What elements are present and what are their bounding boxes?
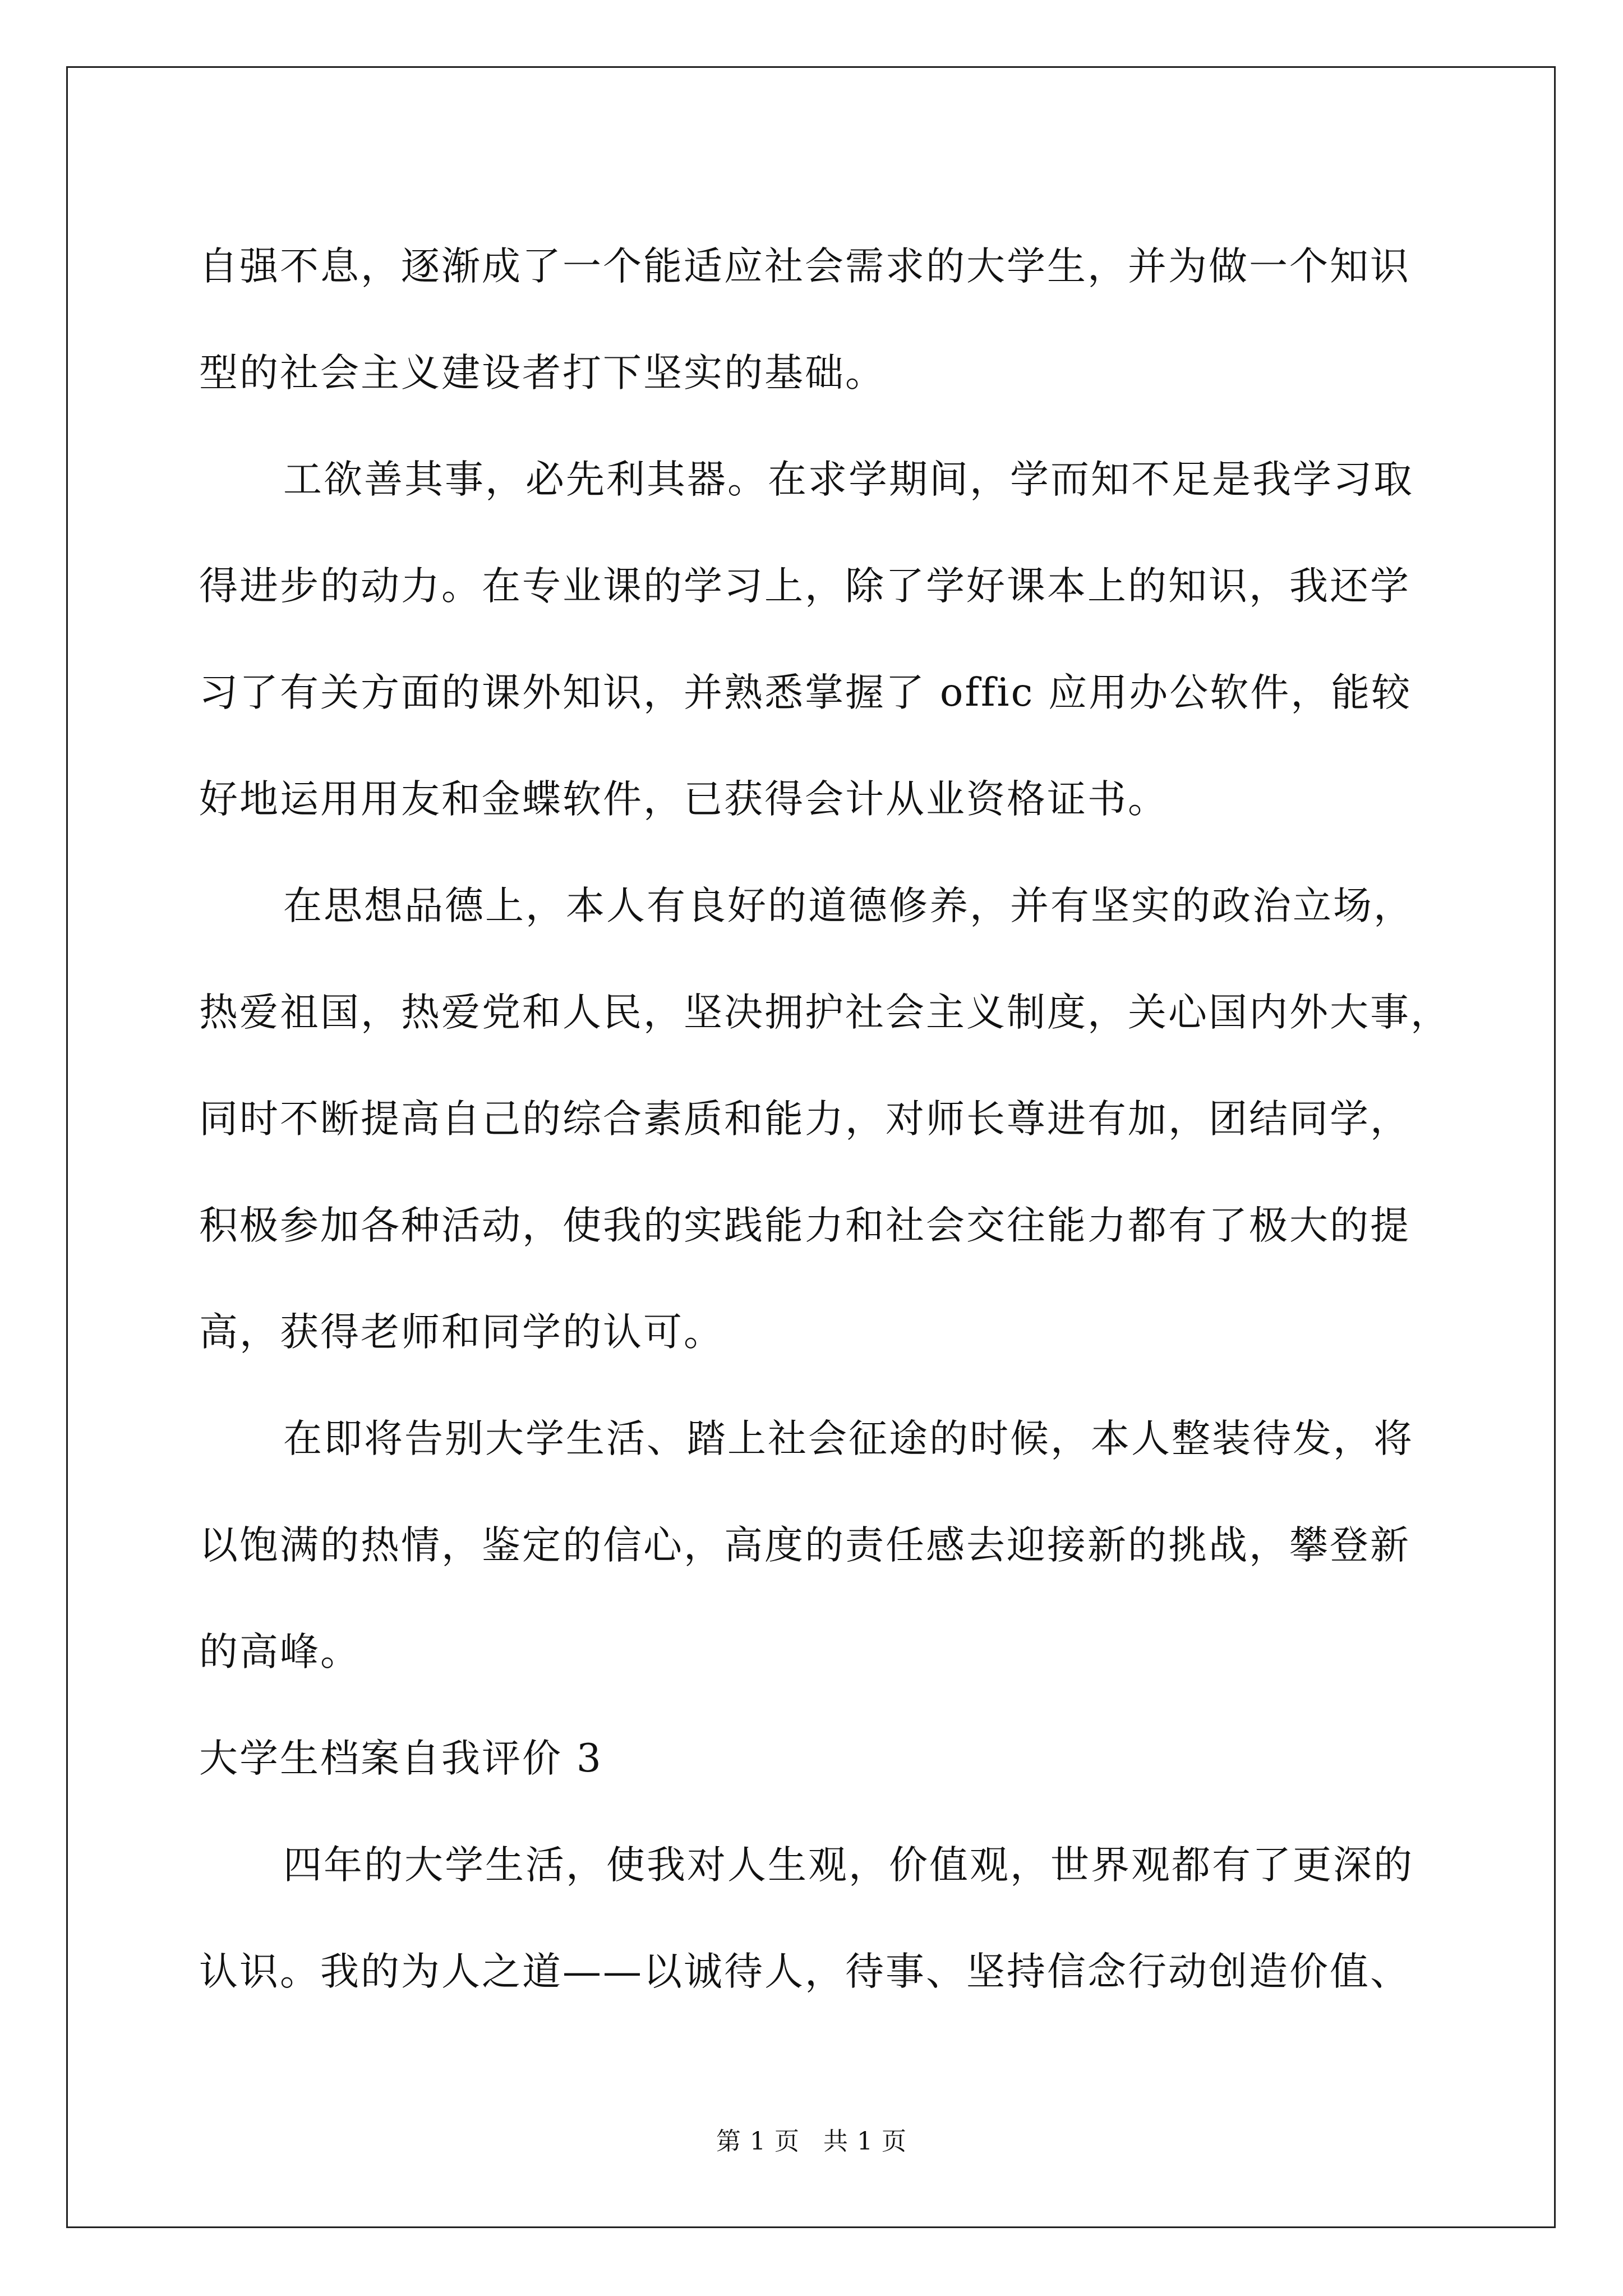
paragraph-start-line: 在即将告别大学生活、踏上社会征途的时候，本人整装待发，将: [283, 1416, 1414, 1461]
page-footer: [0, 2125, 1623, 2159]
text-line: 的高峰。: [199, 1630, 361, 1674]
paragraph-start-line: 在思想品德上，本人有良好的道德修养，并有坚实的政治立场，: [283, 884, 1414, 928]
text-line: 高，获得老师和同学的认可。: [199, 1310, 724, 1355]
page-number: 第 1 页: [716, 2127, 800, 2156]
document-body: [199, 213, 1450, 2025]
text-line: 积极参加各种活动，使我的实践能力和社会交往能力都有了极大的提: [199, 1203, 1410, 1248]
text-line: 热爱祖国，热爱党和人民，坚决拥护社会主义制度，关心国内外大事，: [199, 990, 1451, 1035]
text-line: 自强不息，逐渐成了一个能适应社会需求的大学生，并为做一个知识: [199, 244, 1410, 289]
text-line: 认识。我的为人之道——以诚待人，待事、坚持信念行动创造价值、: [199, 1949, 1410, 1994]
page-total: 共 1 页: [823, 2127, 907, 2156]
text-line: 同时不断提高自己的综合素质和能力，对师长尊进有加，团结同学，: [199, 1097, 1410, 1142]
section-heading: 大学生档案自我评价 3: [199, 1736, 603, 1781]
text-line: 习了有关方面的课外知识，并熟悉掌握了 offic 应用办公软件，能较: [199, 670, 1412, 715]
paragraph-start-line: 四年的大学生活，使我对人生观，价值观，世界观都有了更深的: [283, 1843, 1414, 1888]
text-line: 好地运用用友和金蝶软件，已获得会计从业资格证书。: [199, 777, 1168, 822]
text-line: 得进步的动力。在专业课的学习上，除了学好课本上的知识，我还学: [199, 564, 1410, 609]
paragraph-start-line: 工欲善其事，必先利其器。在求学期间，学而知不足是我学习取: [283, 457, 1414, 502]
text-line: 型的社会主义建设者打下坚实的基础。: [199, 351, 886, 395]
text-line: 以饱满的热情，鉴定的信心，高度的责任感去迎接新的挑战，攀登新: [199, 1523, 1410, 1568]
